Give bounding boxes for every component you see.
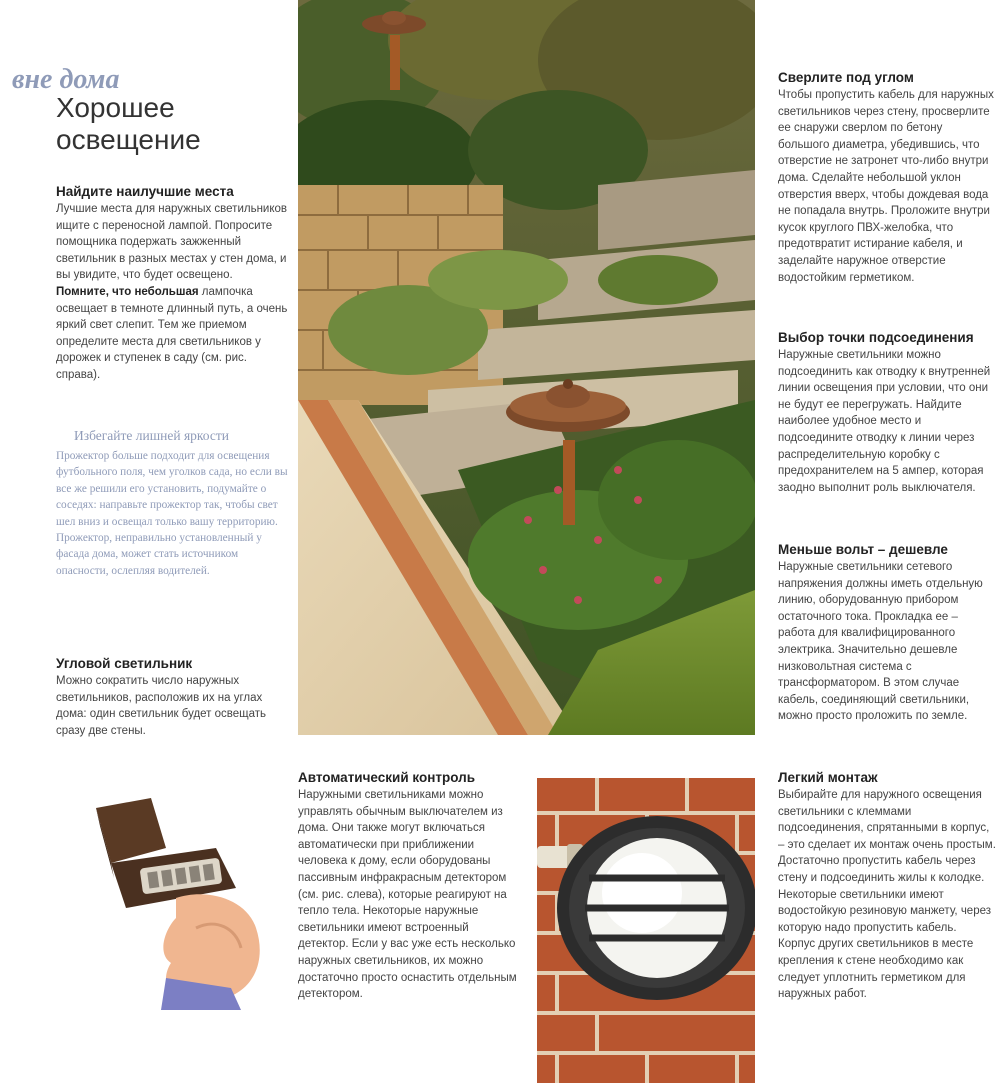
best-places-block bbox=[56, 184, 288, 384]
corner-light-heading: Угловой светильник bbox=[56, 656, 193, 671]
garden-lighting-photo bbox=[298, 0, 755, 735]
corner-light-text: Можно сократить число наружных светильников, расположив их на углах дома: один светильник будет освещать сразу две стены. bbox=[56, 675, 267, 737]
page-title-line-1: Хорошее bbox=[56, 92, 175, 123]
corner-light-block bbox=[56, 656, 288, 739]
drill-angle-text: Чтобы пропустить кабель для наружных светильников через стену, просверлите ее снаружи сверлом по бетону большого диаметра, убедившись, что отверстие не затронет что-либо внутри дома. Сделайте небольшой уклон отверстия вверх, чтобы дождевая вода не попадала внутрь. Проложите внутри кусок круглого ПВХ-желобка, что предотвратит истирание кабеля, и заделайте наружное отверстие водостойким герметиком. bbox=[778, 89, 994, 284]
best-places-text bbox=[56, 201, 288, 384]
less-volts-heading: Меньше вольт – дешевле bbox=[778, 542, 948, 557]
section-tag: вне дома bbox=[12, 64, 120, 95]
connection-point-heading: Выбор точки подсоединения bbox=[778, 330, 974, 345]
best-places-bold: Помните, что небольшая bbox=[56, 285, 199, 298]
easy-mount-heading: Легкий монтаж bbox=[778, 770, 878, 785]
avoid-brightness-heading: Избегайте лишней яркости bbox=[74, 428, 229, 443]
page-title bbox=[56, 92, 286, 156]
page-title-line-2: освещение bbox=[56, 124, 201, 155]
easy-mount-text: Выбирайте для наружного освещения светильники с клеммами подсоединения, спрятанными в корпус, – это сделает их монтаж очень простым. Достаточно пропустить кабель через стену и подсоединить жилы к колодке. Некоторые светильники имеют водостойкую резиновую манжету, через которую надо пропустить кабель. Корпус других светильников в месте крепления к стене необходимо как следует уплотнить герметиком для наружных работ. bbox=[778, 789, 996, 1001]
connection-point-text: Наружные светильники можно подсоединить как отводку к внутренней линии освещения при условии, что они не будут ее перегружать. Найдите наиболее удобное место и подсоедините отводку к линии через распределительную коробку с предохранителем на 5 ампер, которая заодно выполнит роль выключателя. bbox=[778, 349, 991, 494]
avoid-brightness-block bbox=[56, 428, 288, 579]
auto-control-block bbox=[298, 770, 520, 1003]
motion-detector-photo bbox=[56, 778, 272, 1010]
best-places-heading: Найдите наилучшие места bbox=[56, 184, 234, 199]
avoid-brightness-text: Прожектор больше подходит для освещения футбольного поля, чем уголков сада, но если вы все же решили его установить, подумайте о соседях: направьте прожектор так, чтобы свет шел вниз и освещал только вашу территорию. Прожектор, неправильно установленный у фасада дома, может стать источником опасности, ослепляя водителей. bbox=[56, 450, 288, 577]
wall-lamp-photo bbox=[537, 778, 755, 1083]
connection-point-block bbox=[778, 330, 996, 496]
best-places-text-1: Лучшие места для наружных светильников ищите с переносной лампой. Попросите помощника подержать зажженный светильник в разных местах у стен дома, и вы увидите, что будет освещено. bbox=[56, 203, 288, 282]
less-volts-text: Наружные светильники сетевого напряжения должны иметь отдельную линию, оборудованную прибором остаточного тока. Прокладка ее – работа для квалифицированного электрика. Значительно дешевле низковольтная система с трансформатором. В этом случае кабель, соединяющий светильники, можно просто проложить по земле. bbox=[778, 561, 983, 723]
drill-angle-block bbox=[778, 70, 996, 286]
best-places-text-2: лампочка освещает в темноте длинный путь, а очень яркий свет слепит. Тем же приемом определите места для светильников у дорожек и ступенек в саду (см. рис. справа). bbox=[56, 285, 288, 381]
easy-mount-block bbox=[778, 770, 996, 1003]
less-volts-block bbox=[778, 542, 996, 725]
drill-angle-heading: Сверлите под углом bbox=[778, 70, 914, 85]
auto-control-heading: Автоматический контроль bbox=[298, 770, 476, 785]
auto-control-text: Наружными светильниками можно управлять обычным выключателем из дома. Они также могут включаться автоматически при приближении человека к дому, если оборудованы пассивным инфракрасным детектором (см. рис. слева), которые реагируют на тепло тела. Некоторые наружные светильники имеют встроенный детектор. Если у вас уже есть несколько наружных светильников, их можно достаточно просто оснастить отдельным детектором. bbox=[298, 789, 517, 1001]
